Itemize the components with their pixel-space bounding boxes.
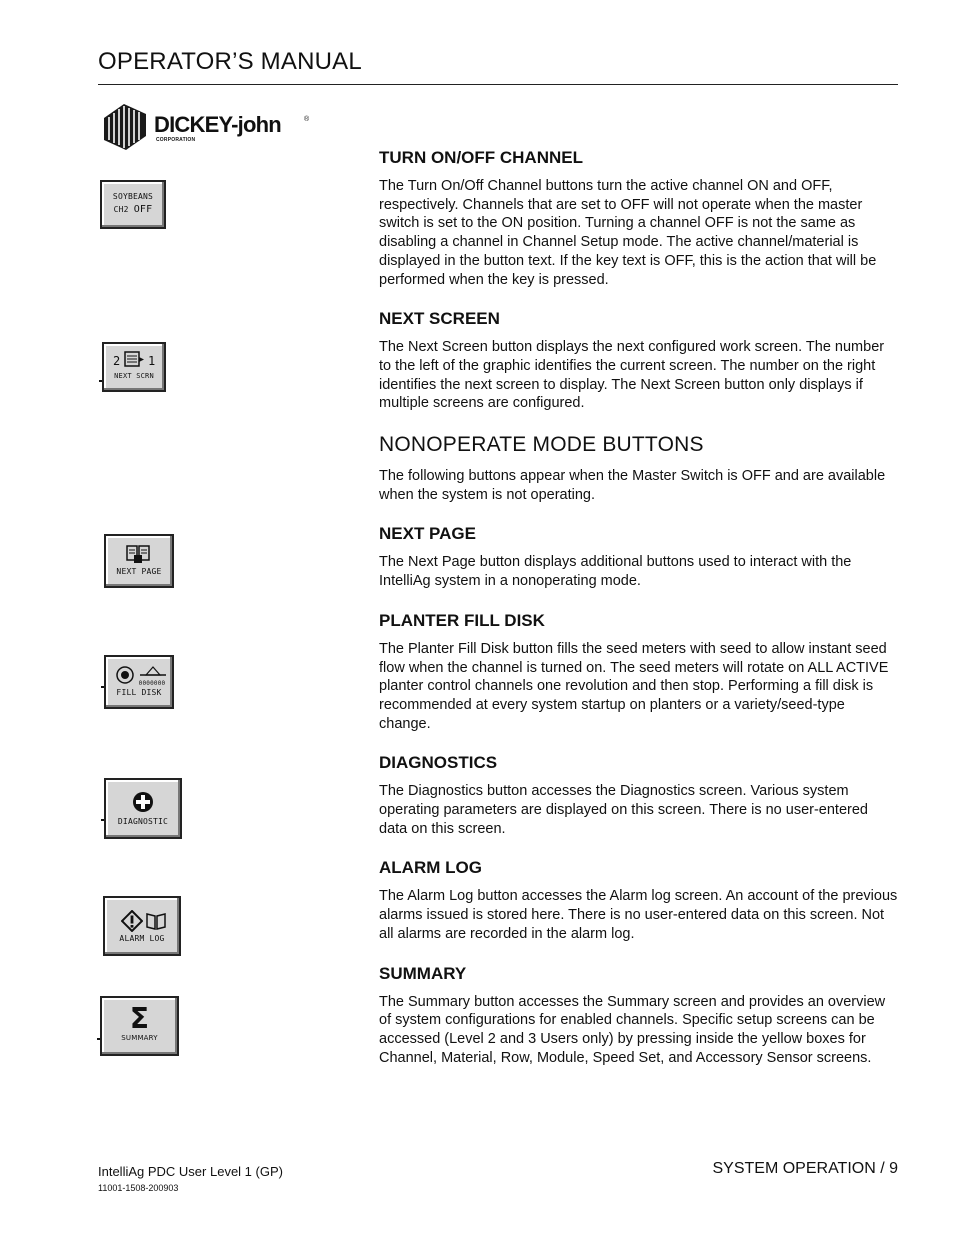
- alarm-log-button[interactable]: [103, 896, 181, 956]
- section-heading-alarm-log: ALARM LOG: [379, 858, 482, 878]
- section-body-diagnostics: The Diagnostics button accesses the Diagnostics screen. Various system operating parameters are displayed on this screen. There is no user-entered data on this screen.: [379, 783, 868, 837]
- section-heading-next-page: NEXT PAGE: [379, 524, 476, 544]
- channel-action: OFF: [133, 204, 153, 215]
- summary-label: SUMMARY: [121, 1034, 158, 1042]
- fill-disk-button[interactable]: [104, 655, 174, 709]
- dickey-john-logo: [100, 100, 330, 152]
- logo-wordmark: DICKEY-john: [154, 112, 281, 137]
- section-body-summary: The Summary button accesses the Summary screen and provides an overview of system configurations for enabled channels. Specific setup screens can be accessed (Level 2 and 3 Users only) by pressing inside the yellow boxes for Channel, Material, Row, Module, Speed Set, and Accessory Sensor screens.: [379, 993, 886, 1066]
- diagnostic-button[interactable]: [104, 778, 182, 839]
- callout-tick: [97, 1038, 100, 1040]
- section-body-next-page: The Next Page button displays additional buttons used to interact with the IntelliAg system in a nonoperating mode.: [379, 554, 852, 590]
- alarm-log-label: ALARM LOG: [119, 934, 165, 943]
- alarm-warning-icon: [121, 910, 143, 932]
- callout-tick: [99, 380, 102, 382]
- callout-tick: [101, 819, 104, 821]
- section-body-next-screen: The Next Screen button displays the next configured work screen. The number to the left of the graphic identifies the current screen. The number on the right identifies the next screen to display. The Next Screen button only displays if multiple screens are configured.: [379, 339, 885, 412]
- current-screen-number: 2: [113, 354, 121, 368]
- footer-doc-title: IntelliAg PDC User Level 1 (GP): [98, 1164, 283, 1179]
- content-column: [379, 148, 899, 1087]
- channel-state-line: [102, 204, 164, 215]
- manual-title: OPERATOR’S MANUAL: [98, 48, 362, 75]
- diagnostic-label: DIAGNOSTIC: [117, 817, 169, 826]
- callout-tick: [101, 686, 104, 688]
- turn-off-channel-button[interactable]: [100, 180, 166, 229]
- section-body-alarm-log: The Alarm Log button accesses the Alarm log screen. An account of the previous alarms issued is stored here. There is no user-entered data on this screen. Not all alarms are recorded in the alarm log.: [379, 888, 898, 942]
- section-heading-diagnostics: DIAGNOSTICS: [379, 753, 498, 773]
- next-page-button[interactable]: [104, 534, 174, 588]
- section-heading-fill-disk: PLANTER FILL DISK: [379, 610, 545, 630]
- footer-doc-code: 11001-1508-200903: [98, 1183, 179, 1193]
- section-body-nonoperate: The following buttons appear when the Master Switch is OFF and are available when the system is not operating.: [379, 468, 886, 503]
- sigma-icon: Σ: [129, 1002, 150, 1035]
- medical-cross-icon: [131, 790, 155, 814]
- section-heading-next-screen: NEXT SCREEN: [379, 309, 500, 329]
- fill-disk-label: FILL DISK: [116, 688, 162, 697]
- logo-corporation: CORPORATION: [156, 137, 196, 143]
- screen-icon: [123, 350, 145, 370]
- next-screen-button[interactable]: [102, 342, 166, 392]
- next-screen-label: NEXT SCRN: [114, 372, 154, 380]
- section-heading-summary: SUMMARY: [379, 963, 467, 983]
- header-divider: [98, 84, 898, 85]
- summary-button[interactable]: [100, 996, 179, 1056]
- fill-disk-counter: 0000000: [138, 680, 166, 687]
- section-body-turn-onoff: The Turn On/Off Channel buttons turn the active channel ON and OFF, respectively. Channels that are set to OFF will not operate when the master switch is set to the ON position. Turning a channel OFF is not the same as disabling a channel in Channel Setup mode. The active channel/material is displayed in the button text. If the key text is OFF, this is the action that will be performed when the key is pressed.: [379, 178, 877, 288]
- channel-material-label: SOYBEANS: [112, 192, 154, 201]
- footer-page-label: SYSTEM OPERATION / 9: [712, 1160, 898, 1177]
- seed-disk-icon: [115, 665, 135, 685]
- next-page-label: NEXT PAGE: [116, 567, 162, 576]
- channel-number: CH2: [113, 205, 129, 214]
- book-icon: [125, 543, 151, 565]
- registered-mark: ®: [304, 116, 310, 123]
- logo-mark-icon: [100, 100, 150, 152]
- next-screen-number: 1: [148, 354, 156, 368]
- section-body-fill-disk: The Planter Fill Disk button fills the seed meters with seed to allow instant seed flow when the channel is turned on. The seed meters will rotate on ALL ACTIVE planter control channels one revolution and then stop. Performing a fill disk is recommended at every system startup on planters or a variety/seed-type change.: [379, 640, 889, 732]
- section-heading-nonoperate: NONOPERATE MODE BUTTONS: [379, 433, 704, 457]
- log-book-icon: [145, 911, 167, 931]
- section-heading-turn-onoff: TURN ON/OFF CHANNEL: [379, 148, 583, 167]
